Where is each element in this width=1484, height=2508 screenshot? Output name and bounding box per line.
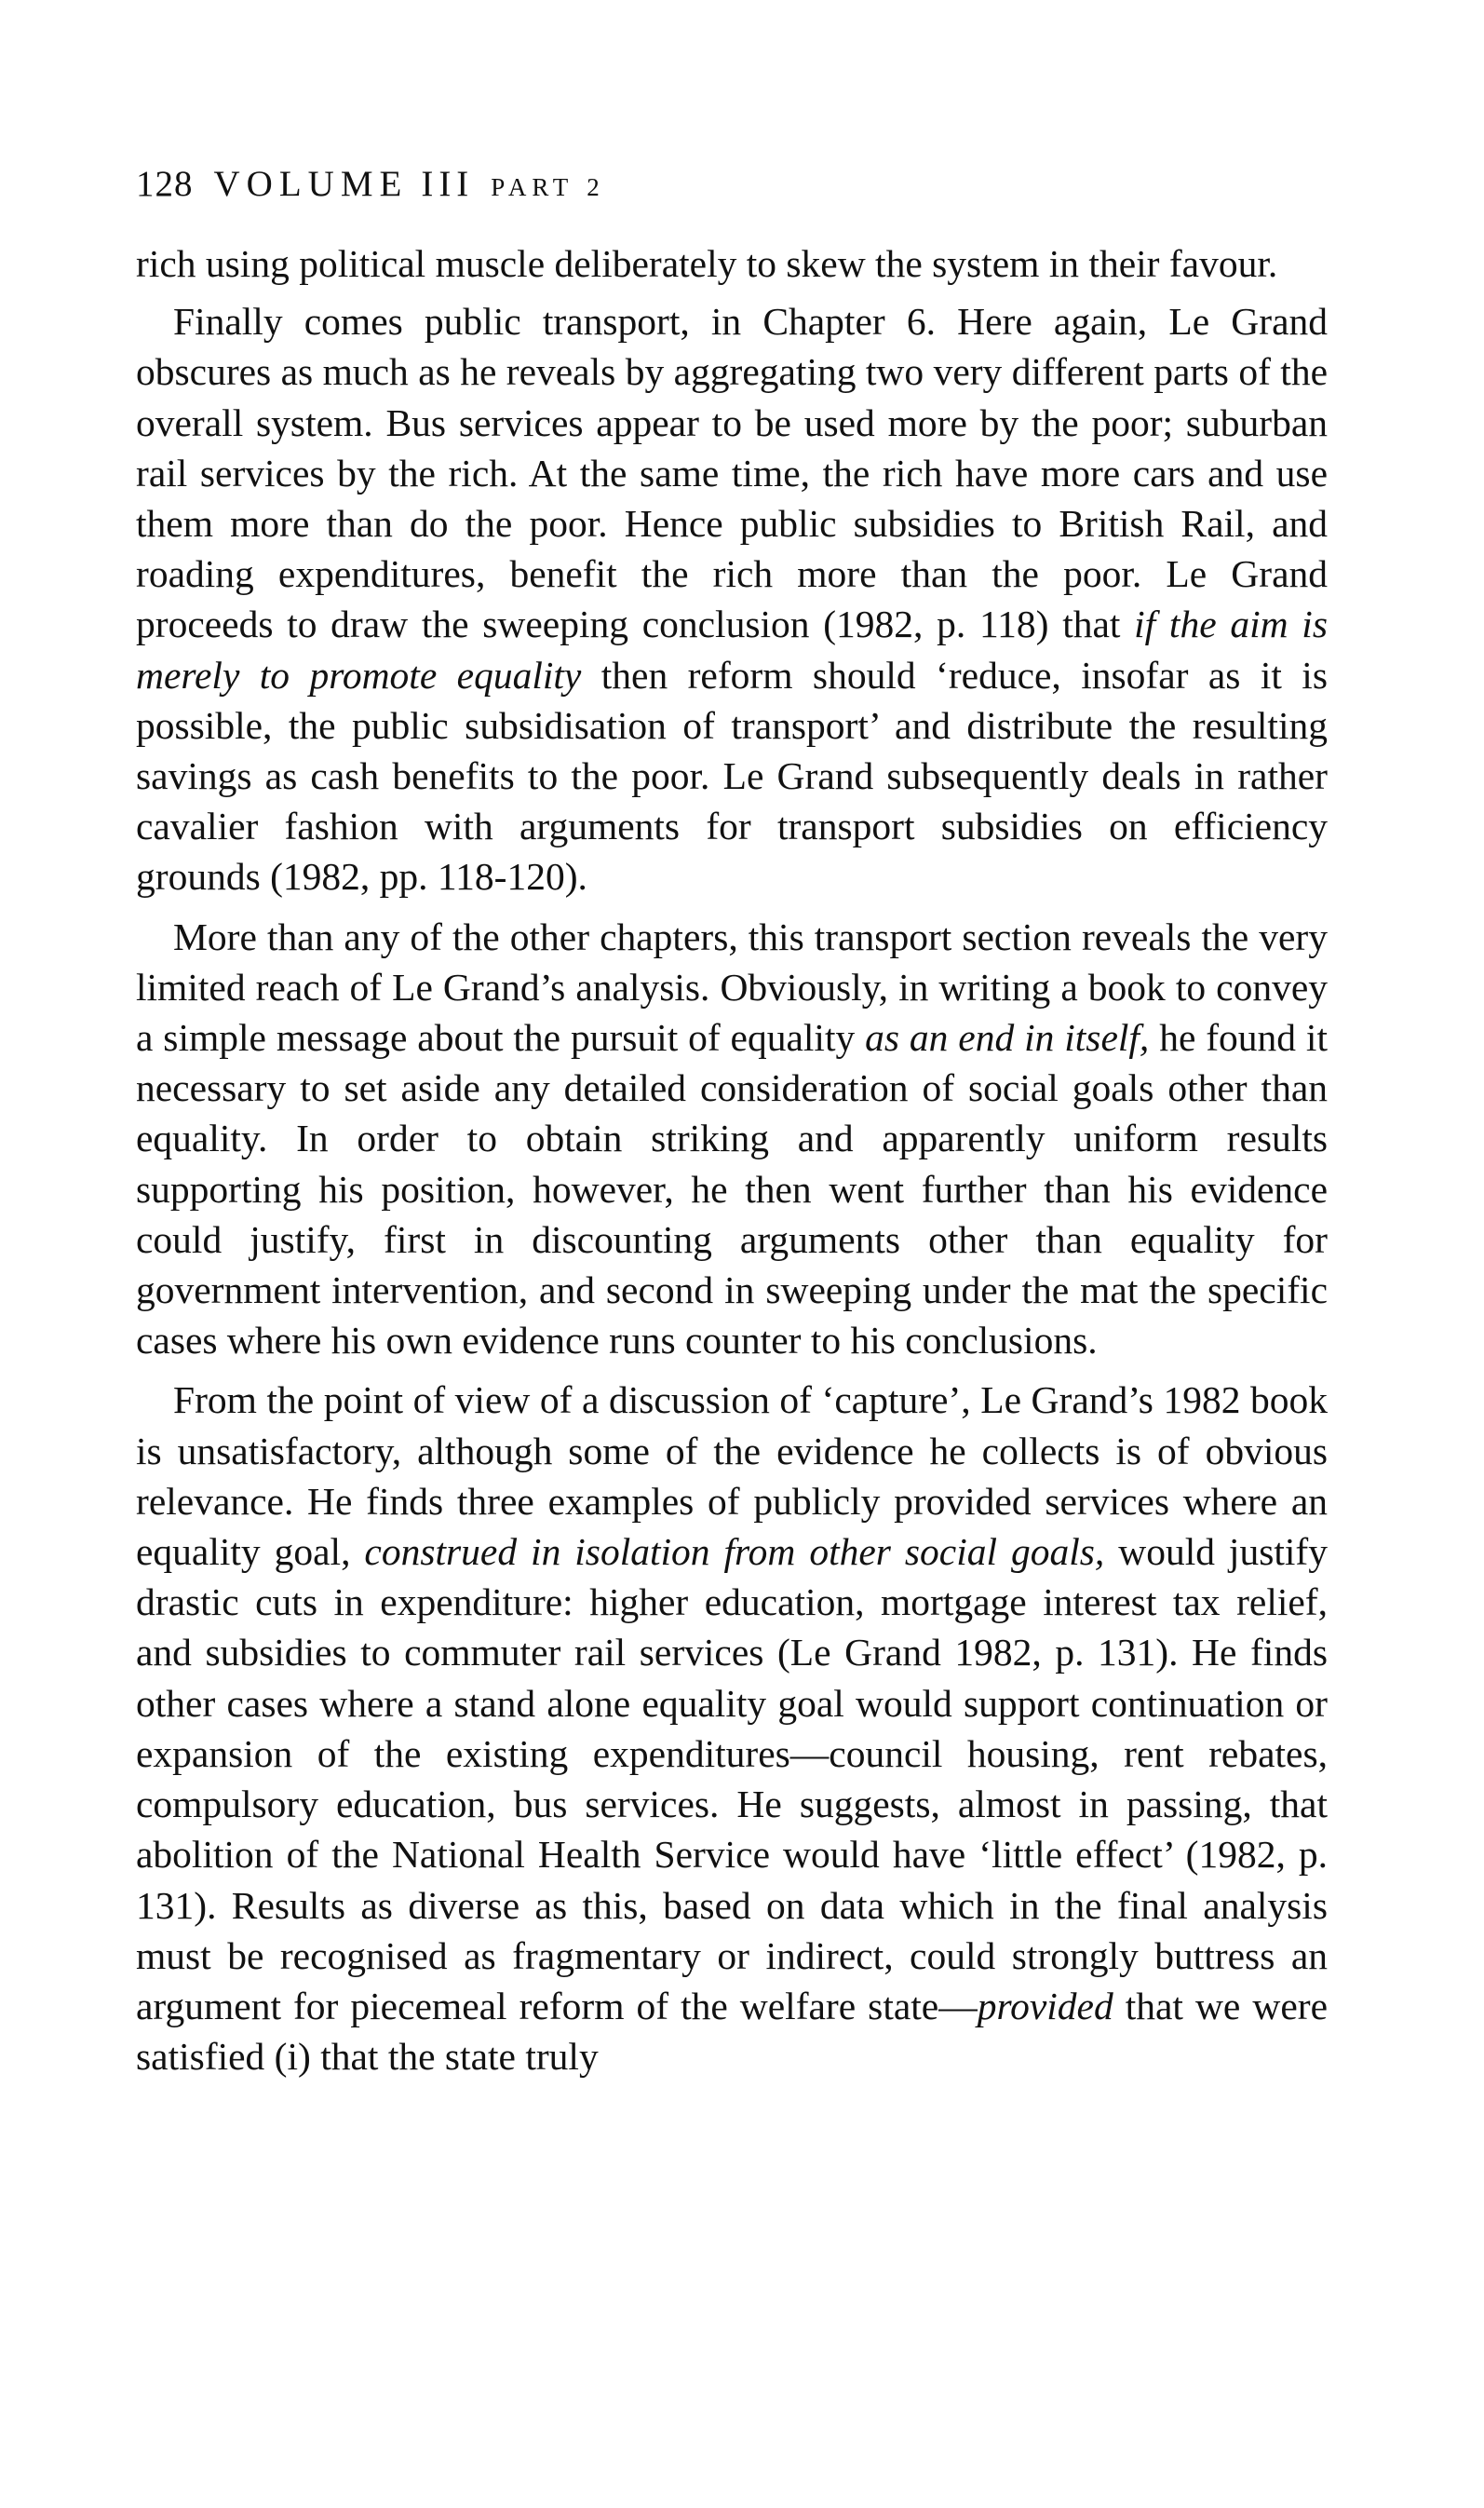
paragraph-2-text-a: Finally comes public transport, in Chapter 6. Here again, Le Grand obscures as much as he reveals by aggregating two very different parts of the overall system. Bus services appear to be used more by the poor; suburban rail services by the rich. At the same time, the rich have more cars and use them more than do the poor. Hence public subsidies to British Rail, and roading expenditures, benefit the rich more than the poor. Le Grand proceeds to draw the sweeping conclusion (1982, p. 118) that — [136, 300, 1328, 646]
paragraph-4-text-a: From the point of view of a discussion of ‘capture’, Le Grand’s 1982 book is unsatisfactory, although some of the evidence he collects is of obvious relevance. He finds three examples of publicly provided services where an equality goal, — [136, 1378, 1328, 1574]
paragraph-1 — [136, 238, 1328, 289]
paragraph-4-text-b: would justify drastic cuts in expenditure: higher education, mortgage interest tax relief, and subsidies to commuter rail services (Le Grand 1982, p. 131). He finds other cases where a stand alone equality goal would support continuation or expansion of the existing expenditures—council housing, rent rebates, compulsory education, bus services. He suggests, almost in passing, that abolition of the National Health Service would have ‘little effect’ (1982, p. 131). Results as diverse as this, based on data which in the final analysis must be recognised as fragmentary or indirect, could strongly buttress an argument for piecemeal reform of the welfare state— — [136, 1530, 1328, 2027]
paragraph-4-italic-b: provided — [977, 1984, 1113, 2027]
paragraph-2-text-b: then reform should ‘reduce, insofar as it is possible, the public subsidisation of transport’ and distribute the resulting savings as cash benefits to the poor. Le Grand subsequently deals in rather cavalier fashion with arguments for transport subsidies on efficiency grounds (1982, pp. 118-120). — [136, 653, 1328, 899]
paragraph-4-italic-a: construed in isolation from other social goals, — [364, 1530, 1105, 1574]
paragraph-4-text-c: that we were satisfied (i) that the state truly — [136, 1984, 1328, 2079]
volume-label: VOLUME — [213, 164, 409, 204]
paragraph-3-text-a: More than any of the other chapters, this transport section reveals the very limited reach of Le Grand’s analysis. Obviously, in writing a book to convey a simple message about the pursuit of equality — [136, 915, 1328, 1060]
paragraph-3 — [136, 912, 1328, 1366]
paragraph-4 — [136, 1375, 1328, 2081]
body-text — [136, 238, 1328, 2081]
page-number: 128 — [136, 164, 194, 204]
paragraph-2 — [136, 296, 1328, 902]
part-label: PART — [491, 173, 574, 201]
paragraph-3-italic: as an end in itself, — [865, 1016, 1150, 1060]
part-number: 2 — [587, 173, 600, 201]
paragraph-1-text: rich using political muscle deliberately to skew the system in their favour. — [136, 242, 1278, 285]
paragraph-3-text-b: he found it necessary to set aside any detailed consideration of social goals other than equality. In order to obtain striking and apparently uniform results supporting his position, however, he then went further than his evidence could justify, first in discounting arguments other than equality for government intervention, and second in sweeping under the mat the specific cases where his own evidence runs counter to his conclusions. — [136, 1016, 1328, 1362]
volume-number: III — [421, 164, 475, 204]
running-head — [136, 156, 1346, 212]
paragraph-2-italic: if the aim is merely to promote equality — [136, 603, 1328, 697]
